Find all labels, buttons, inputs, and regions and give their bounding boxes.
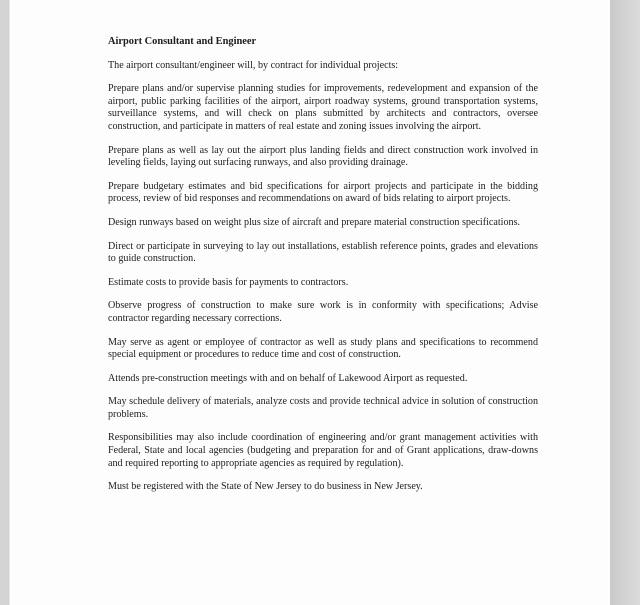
paragraph-meetings: Attends pre-construction meetings with and on behalf of Lakewood Airport as requested.	[108, 372, 468, 384]
paragraph-observe: Observe progress of construction to make sure work is in conformity with specifications; Advise contractor regarding necessary corrections.	[108, 300, 538, 324]
intro-paragraph: The airport consultant/engineer will, by contract for individual projects:	[108, 59, 399, 71]
paragraph-responsibilities: Responsibilities may also include coordination of engineering and/or grant management activities with Federal, State and local agencies (budgeting and preparation for and of Grant applications, draw-downs and required reporting to appropriate agencies as required by regulation).	[108, 432, 538, 469]
paragraph-surveying: Direct or participate in surveying to lay out installations, establish reference points, grades and elevations to guide construction.	[108, 240, 538, 265]
paragraph-agent: May serve as agent or employee of contractor as well as study plans and specifications to recommend special equipment or procedures to reduce time and cost of construction.	[108, 336, 538, 361]
paragraph-layout: Prepare plans as well as lay out the airport plus landing fields and direct construction work involved in leveling fields, laying out surfacing runways, and also providing drainage.	[108, 144, 538, 169]
document-title: Airport Consultant and Engineer	[108, 36, 257, 47]
document-body	[108, 36, 538, 505]
paragraph-delivery: May schedule delivery of materials, analyze costs and provide technical advice in solution of construction problems.	[108, 396, 538, 420]
page-edge-shadow	[610, 0, 640, 605]
document-page	[10, 0, 610, 605]
paragraph-planning: Prepare plans and/or supervise planning studies for improvements, redevelopment and expansion of the airport, public parking facilities of the airport, airport roadway systems, ground transportation systems, surveillance systems, and will check on plans submitted by architects and contractors, oversee construction, and participate in matters of real estate and zoning issues involving the airport.	[108, 83, 538, 132]
paragraph-runways: Design runways based on weight plus size of aircraft and prepare material construction specifications.	[108, 216, 521, 228]
paragraph-registration: Must be registered with the State of New Jersey to do business in New Jersey.	[108, 481, 423, 493]
paragraph-budget: Prepare budgetary estimates and bid specifications for airport projects and participate in the bidding process, review of bid responses and recommendations on award of bids relating to airport projects.	[108, 180, 538, 205]
paragraph-estimate: Estimate costs to provide basis for payments to contractors.	[108, 276, 349, 288]
